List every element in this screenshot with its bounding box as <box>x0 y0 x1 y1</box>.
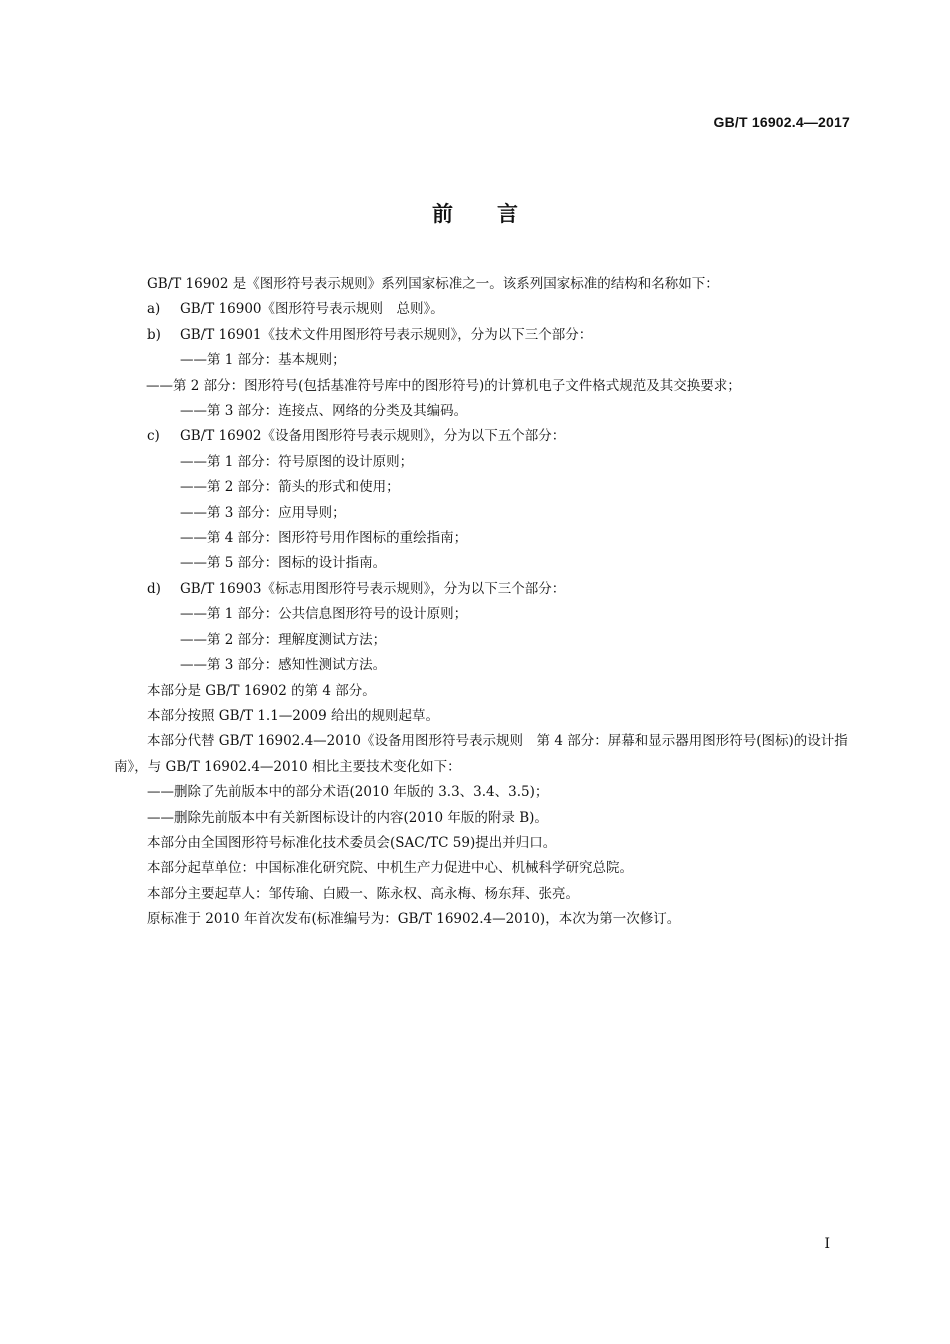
sub-item-text: ——第 2 部分：图形符号(包括基准符号库中的图形符号)的计算机电子文件格式规范及其交换要求； <box>146 377 741 394</box>
sub-item: ——第 3 部分：应用导则； <box>180 504 346 521</box>
sub-item: ——第 2 部分：箭头的形式和使用； <box>180 479 400 496</box>
sub-item: ——第 3 部分：感知性测试方法。 <box>180 657 387 674</box>
list-item-text: GB/T 16903《标志用图形符号表示规则》，分为以下三个部分： <box>180 580 566 597</box>
list-item-text: GB/T 16900《图形符号表示规则 总则》。 <box>180 301 444 318</box>
change-item: ——删除先前版本中有关新图标设计的内容(2010 年版的附录 B)。 <box>147 809 548 826</box>
list-item-d <box>114 577 854 602</box>
list-marker: d) <box>147 580 161 597</box>
sub-item: ——第 5 部分：图标的设计指南。 <box>180 555 387 572</box>
list-marker: a) <box>147 301 161 318</box>
page-title: 前言 <box>432 202 562 226</box>
sub-item: ——第 3 部分：连接点、网络的分类及其编码。 <box>180 403 468 420</box>
list-marker: b) <box>147 326 161 343</box>
sub-item: ——第 1 部分：符号原图的设计原则； <box>180 453 414 470</box>
list-item-text: GB/T 16901《技术文件用图形符号表示规则》，分为以下三个部分： <box>180 326 593 343</box>
standard-code: GB/T 16902.4—2017 <box>713 114 850 130</box>
replaces-paragraph: 本部分代替 GB/T 16902.4—2010《设备用图形符号表示规则 第 4 部分：屏幕和显示器用图形符号(图标)的设计指南》，与 GB/T 16902.4—2010 相比主要技术变化如下： <box>114 733 848 775</box>
sub-item <box>114 374 854 399</box>
list-item-c <box>114 424 854 449</box>
list-item-b <box>114 323 854 348</box>
drafters-paragraph: 本部分主要起草人：邹传瑜、白殿一、陈永权、高永梅、杨东拜、张亮。 <box>147 885 579 902</box>
intro-paragraph: GB/T 16902 是《图形符号表示规则》系列国家标准之一。该系列国家标准的结构和名称如下： <box>147 276 719 292</box>
drafting-units-paragraph: 本部分起草单位：中国标准化研究院、中机生产力促进中心、机械科学研究总院。 <box>147 860 633 877</box>
sub-item: ——第 2 部分：理解度测试方法； <box>180 631 387 648</box>
history-paragraph: 原标准于 2010 年首次发布(标准编号为：GB/T 16902.4—2010)，本次为第一次修订。 <box>147 911 681 928</box>
sub-item: ——第 1 部分：公共信息图形符号的设计原则； <box>180 606 468 623</box>
list-item-text: GB/T 16902《设备用图形符号表示规则》，分为以下五个部分： <box>180 428 566 445</box>
list-marker: c) <box>147 428 160 445</box>
list-item-a <box>114 297 854 322</box>
sub-item: ——第 4 部分：图形符号用作图标的重绘指南； <box>180 530 468 547</box>
change-item: ——删除了先前版本中的部分术语(2010 年版的 3.3、3.4、3.5)； <box>147 784 549 801</box>
page-number: I <box>824 1236 830 1252</box>
drafting-rules-paragraph: 本部分按照 GB/T 1.1—2009 给出的规则起草。 <box>147 707 439 724</box>
part-of-paragraph: 本部分是 GB/T 16902 的第 4 部分。 <box>147 682 376 699</box>
sub-item: ——第 1 部分：基本规则； <box>180 352 346 369</box>
foreword-body <box>114 272 854 933</box>
proposed-by-paragraph: 本部分由全国图形符号标准化技术委员会(SAC/TC 59)提出并归口。 <box>147 834 557 851</box>
